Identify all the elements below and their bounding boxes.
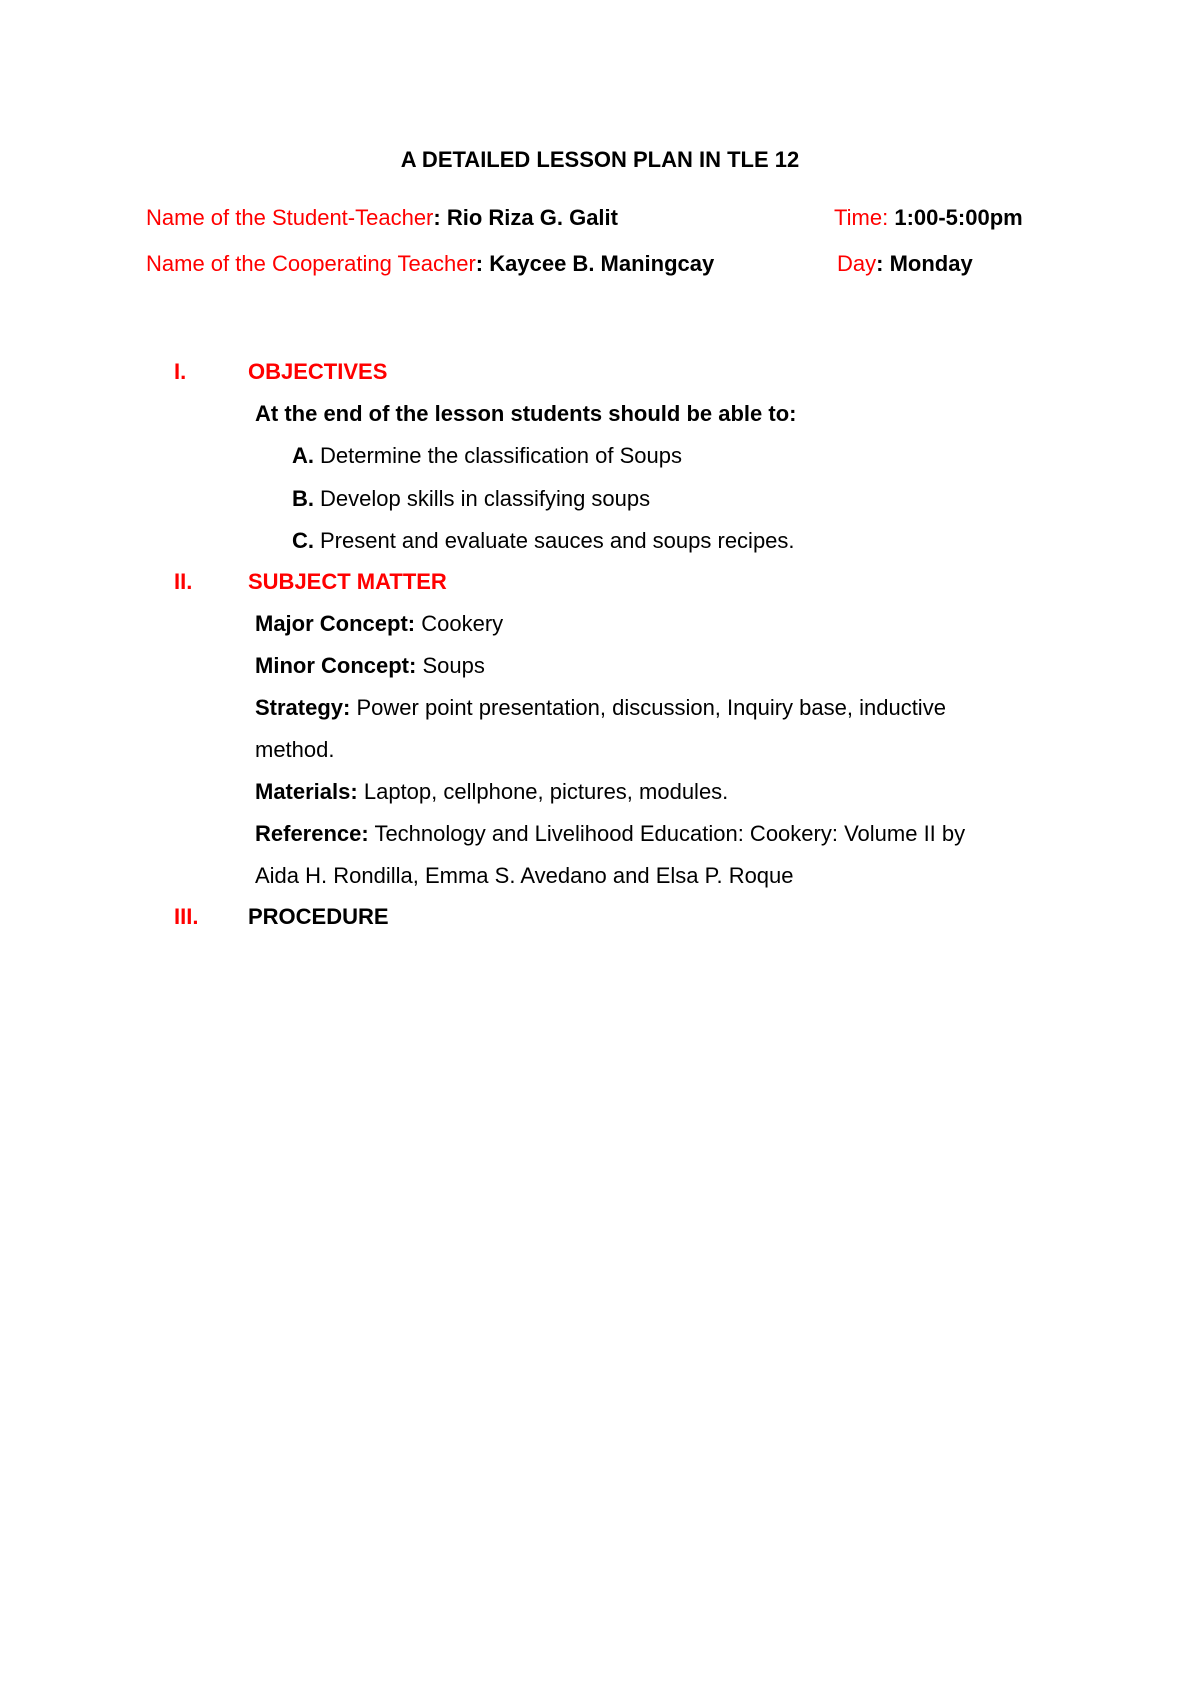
materials-label: Materials: <box>255 779 358 804</box>
objective-item-b <box>292 485 650 513</box>
objectives-heading: OBJECTIVES <box>248 359 388 384</box>
minor-concept-label: Minor Concept: <box>255 653 417 678</box>
minor-concept-line <box>255 652 485 680</box>
day-colon: : <box>876 251 884 276</box>
student-teacher-name: Rio Riza G. Galit <box>446 205 618 230</box>
cooperating-teacher-label: Name of the Cooperating Teacher <box>146 251 476 276</box>
objective-text: Present and evaluate sauces and soups recipes. <box>320 528 795 553</box>
major-concept-label: Major Concept: <box>255 611 416 636</box>
objective-letter: B. <box>292 486 314 511</box>
day-value: Monday <box>889 251 973 276</box>
objectives-numeral: I. <box>174 359 187 384</box>
time-line <box>834 204 1023 232</box>
objective-text: Determine the classification of Soups <box>320 443 682 468</box>
cooperating-teacher-line <box>146 250 714 278</box>
reference-continuation: Aida H. Rondilla, Emma S. Avedano and Elsa P. Roque <box>255 863 794 888</box>
strategy-continuation: method. <box>255 737 335 762</box>
objectives-intro: At the end of the lesson students should be able to: <box>255 401 797 426</box>
objective-item-c <box>292 527 795 555</box>
procedure-numeral: III. <box>174 904 199 929</box>
day-label: Day <box>837 251 877 276</box>
student-teacher-line <box>146 204 618 232</box>
cooperating-teacher-colon: : <box>475 251 484 276</box>
strategy-value: Power point presentation, discussion, Inquiry base, inductive <box>356 695 946 720</box>
day-line <box>837 250 973 278</box>
materials-value: Laptop, cellphone, pictures, modules. <box>363 779 729 804</box>
student-teacher-colon: : <box>433 205 441 230</box>
reference-line <box>255 820 965 848</box>
document-title: A DETAILED LESSON PLAN IN TLE 12 <box>400 147 800 172</box>
strategy-label: Strategy: <box>255 695 351 720</box>
objective-text: Develop skills in classifying soups <box>320 486 651 511</box>
major-concept-value: Cookery <box>421 611 504 636</box>
procedure-heading: PROCEDURE <box>248 904 389 929</box>
reference-label: Reference: <box>255 821 369 846</box>
minor-concept-value: Soups <box>422 653 485 678</box>
materials-line <box>255 778 728 806</box>
major-concept-line <box>255 610 503 638</box>
subject-matter-heading: SUBJECT MATTER <box>248 569 447 594</box>
objective-item-a <box>292 442 682 470</box>
objective-letter: C. <box>292 528 314 553</box>
time-value: 1:00-5:00pm <box>894 205 1023 230</box>
objective-letter: A. <box>292 443 314 468</box>
strategy-line <box>255 694 946 722</box>
subject-matter-numeral: II. <box>174 569 193 594</box>
student-teacher-label: Name of the Student-Teacher <box>146 205 434 230</box>
time-label: Time <box>834 205 883 230</box>
cooperating-teacher-name: Kaycee B. Maningcay <box>489 251 715 276</box>
time-colon: : <box>882 205 889 230</box>
reference-value: Technology and Livelihood Education: Cookery: Volume II by <box>374 821 966 846</box>
